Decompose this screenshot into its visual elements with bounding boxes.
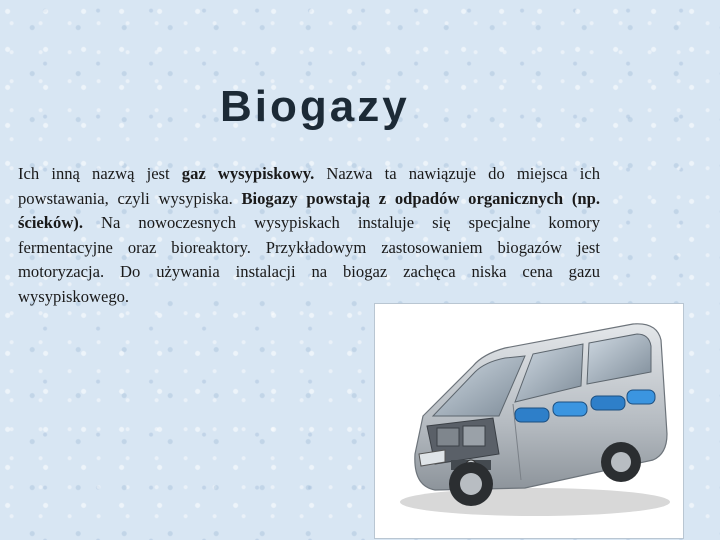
body-paragraph (18, 162, 600, 310)
van-image (374, 303, 684, 539)
bold-term-landfill-gas: gaz wysypiskowy. (181, 164, 315, 183)
slide-title: Biogazy (220, 82, 410, 131)
van-illustration-icon (375, 304, 683, 538)
text-segment: Nazwa ta nawiązuje do miejsca ich powstawania, czyli wysypiska. (18, 164, 600, 208)
text-segment: Ich inną nazwą jest (18, 164, 182, 183)
bold-statement-origin: Biogazy powstają z odpadów organicznych (np. ścieków). (18, 188, 600, 233)
text-segment: Na nowoczesnych wysypiskach instaluje się specjalne komory fermentacyjne oraz bioreaktory. Przykładowym zastosowaniem biogazów jest motoryzacja. Do używania instalacji na biogaz zachęca niska cena gazu wysypiskowego. (18, 213, 600, 306)
